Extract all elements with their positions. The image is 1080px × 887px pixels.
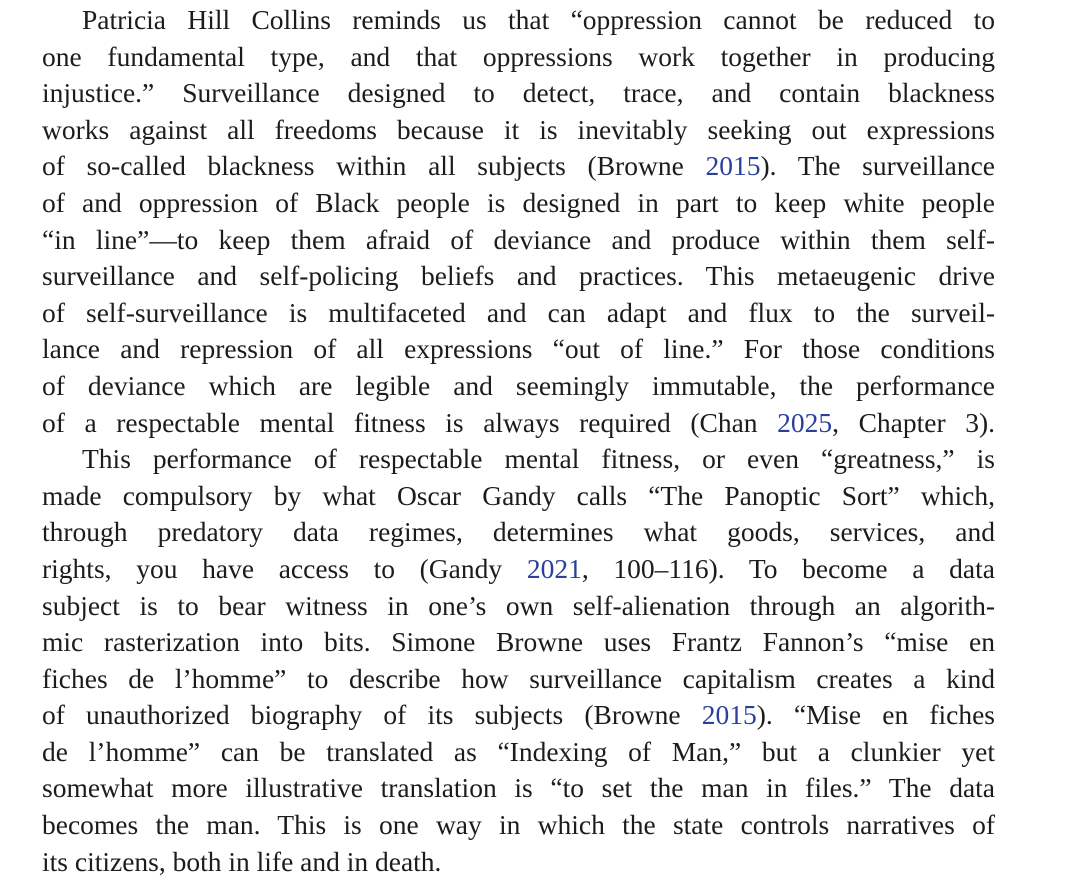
- text-line: [42, 148, 995, 185]
- text-line: [42, 441, 995, 478]
- text-segment: becomes the man. This is one way in which the state controls narratives of: [42, 809, 995, 841]
- text-line: [42, 222, 995, 259]
- text-line: [42, 588, 995, 625]
- text-line: [42, 514, 995, 551]
- text-segment: mic rasterization into bits. Simone Browne uses Frantz Fannon’s “mise en: [42, 626, 995, 658]
- text-line: [42, 39, 995, 76]
- text-line: [42, 624, 995, 661]
- citation-year-link[interactable]: 2015: [701, 699, 757, 731]
- text-segment: of and oppression of Black people is designed in part to keep white people: [42, 186, 995, 218]
- text-segment: of unauthorized biography of its subjects (Browne: [42, 699, 702, 731]
- body-text: [42, 2, 995, 880]
- text-segment: of so-called blackness within all subjects (Browne: [42, 150, 706, 182]
- citation-year-link[interactable]: 2025: [777, 406, 833, 438]
- paragraph: [42, 441, 995, 880]
- text-segment: made compulsory by what Oscar Gandy calls “The Panoptic Sort” which,: [42, 479, 995, 511]
- citation-year-link[interactable]: 2015: [705, 150, 761, 182]
- text-line: [42, 770, 995, 807]
- text-line: [42, 697, 995, 734]
- text-segment: ). The surveillance: [760, 150, 995, 182]
- text-segment: , Chapter 3).: [832, 406, 995, 438]
- text-segment: This performance of respectable mental fitness, or even “greatness,” is: [82, 443, 995, 475]
- text-segment: works against all freedoms because it is inevitably seeking out expressions: [42, 113, 995, 145]
- text-line: [42, 2, 995, 39]
- text-segment: ). “Mise en fiches: [756, 699, 995, 731]
- text-segment: surveillance and self-policing beliefs and practices. This metaeugenic drive: [42, 260, 995, 292]
- text-line: [42, 112, 995, 149]
- text-line: [42, 551, 995, 588]
- text-segment: somewhat more illustrative translation is “to set the man in files.” The data: [42, 772, 995, 804]
- text-segment: , 100–116). To become a data: [581, 552, 995, 584]
- text-segment: lance and repression of all expressions “out of line.” For those conditions: [42, 333, 995, 365]
- text-segment: of self-surveillance is multifaceted and can adapt and flux to the surveil-: [42, 296, 995, 328]
- text-line: [42, 331, 995, 368]
- text-line: [42, 478, 995, 515]
- text-segment: one fundamental type, and that oppressions work together in producing: [42, 40, 995, 72]
- text-segment: injustice.” Surveillance designed to detect, trace, and contain blackness: [42, 77, 995, 109]
- text-line: [42, 405, 995, 442]
- text-line: [42, 185, 995, 222]
- text-segment: its citizens, both in life and in death.: [42, 845, 442, 877]
- text-segment: de l’homme” can be translated as “Indexing of Man,” but a clunkier yet: [42, 735, 995, 767]
- text-segment: rights, you have access to (Gandy: [42, 552, 527, 584]
- text-line: [42, 844, 995, 881]
- citation-year-link[interactable]: 2021: [526, 552, 582, 584]
- text-line: [42, 734, 995, 771]
- text-line: [42, 807, 995, 844]
- text-segment: Patricia Hill Collins reminds us that “oppression cannot be reduced to: [82, 4, 995, 35]
- text-segment: “in line”—to keep them afraid of deviance and produce within them self-: [42, 223, 995, 255]
- text-line: [42, 258, 995, 295]
- text-line: [42, 368, 995, 405]
- text-line: [42, 75, 995, 112]
- text-segment: fiches de l’homme” to describe how surveillance capitalism creates a kind: [42, 662, 995, 694]
- document-page: [42, 2, 995, 880]
- text-segment: of a respectable mental fitness is always required (Chan: [42, 406, 778, 438]
- text-segment: of deviance which are legible and seemingly immutable, the performance: [42, 369, 995, 401]
- text-segment: through predatory data regimes, determines what goods, services, and: [42, 516, 995, 548]
- text-line: [42, 661, 995, 698]
- paragraph: [42, 2, 995, 441]
- text-line: [42, 295, 995, 332]
- text-segment: subject is to bear witness in one’s own self-alienation through an algorith-: [42, 589, 995, 621]
